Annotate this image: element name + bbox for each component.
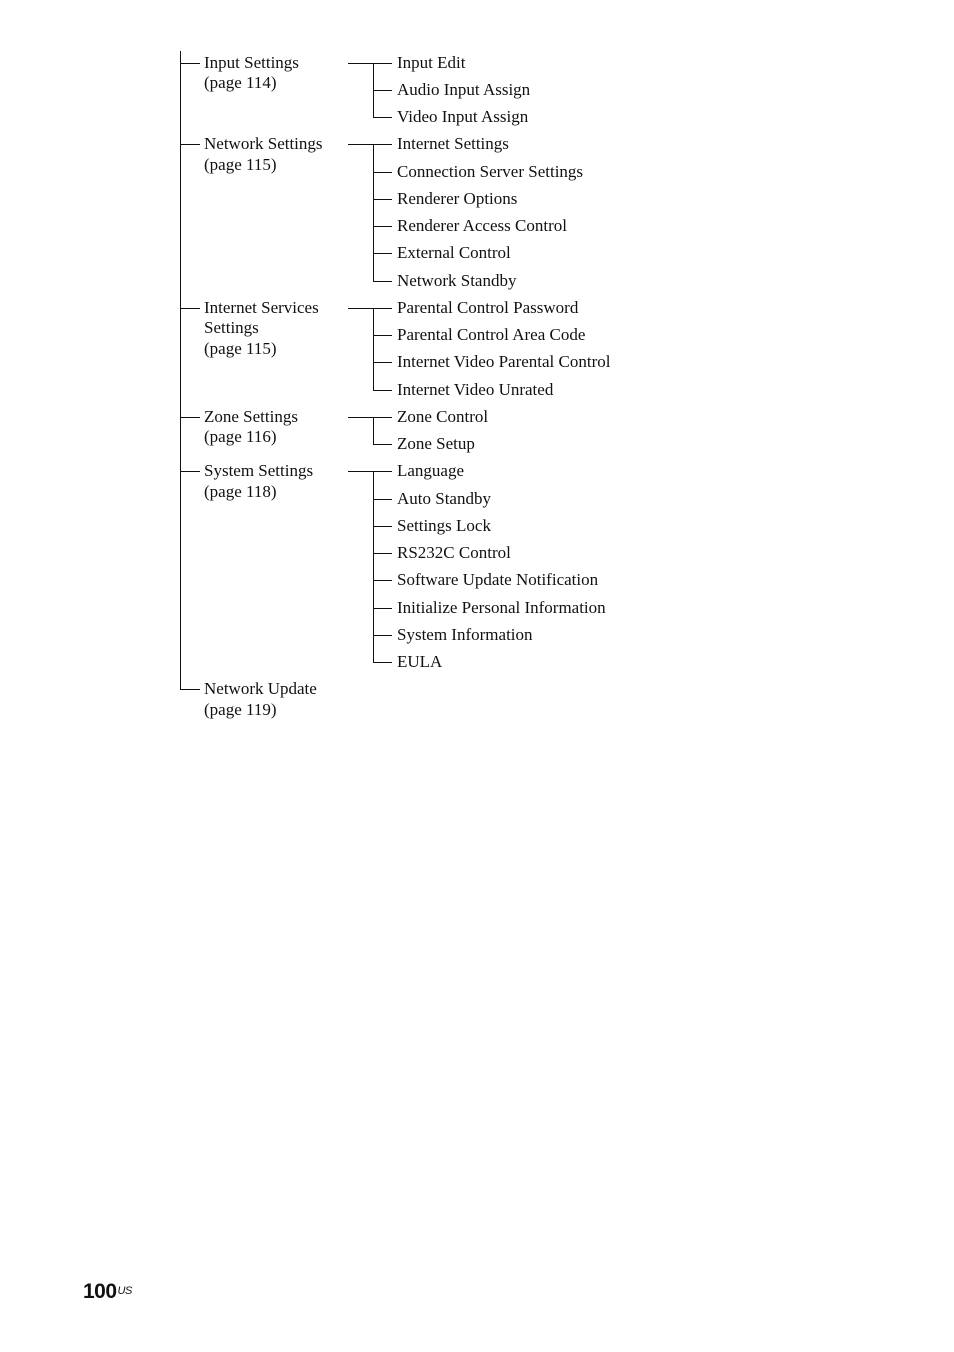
section-label: Network Update <box>204 679 317 699</box>
menu-item: Parental Control Area Code <box>397 325 586 344</box>
menu-item: Input Edit <box>397 52 466 72</box>
menu-item: RS232C Control <box>397 543 511 562</box>
menu-item: Connection Server Settings <box>397 161 584 181</box>
item-connector <box>373 117 392 118</box>
menu-item: Internet Video Unrated <box>397 379 554 399</box>
page-number <box>83 1280 132 1304</box>
main-trunk <box>180 51 181 690</box>
item-connector <box>373 226 392 227</box>
menu-item: Renderer Access Control <box>397 216 567 235</box>
item-connector <box>373 281 392 282</box>
section-connector <box>180 63 200 64</box>
menu-item: Settings Lock <box>397 515 491 535</box>
menu-item: Renderer Options <box>397 188 518 208</box>
section-connector <box>180 417 200 418</box>
item-connector <box>373 390 392 391</box>
item-connector <box>373 90 392 91</box>
section-label-line: Internet Services <box>204 297 319 317</box>
branch-connector <box>348 308 392 309</box>
section-0 <box>204 53 299 94</box>
menu-item: Internet Video Parental Control <box>397 352 611 372</box>
section-page-reference: (page 115) <box>204 338 277 358</box>
section-connector <box>180 471 200 472</box>
menu-item: System Information <box>397 624 533 644</box>
menu-item: Zone Setup <box>397 434 475 453</box>
section-3 <box>204 407 298 448</box>
menu-item: Video Input Assign <box>397 107 529 126</box>
section-2 <box>204 298 319 360</box>
item-connector <box>373 635 392 636</box>
section-label-line: Settings <box>204 318 259 338</box>
item-connector <box>373 580 392 581</box>
subtree-trunk <box>373 144 374 281</box>
item-connector <box>373 553 392 554</box>
menu-item: Language <box>397 461 465 481</box>
item-connector <box>373 662 392 663</box>
section-page-reference: (page 119) <box>204 699 277 719</box>
menu-item: Initialize Personal Information <box>397 597 606 617</box>
section-label: System Settings <box>204 461 314 481</box>
menu-item: Parental Control Password <box>397 297 579 317</box>
section-page-reference: (page 114) <box>204 73 277 92</box>
page-number-suffix: US <box>117 1285 132 1297</box>
item-connector <box>373 499 392 500</box>
branch-connector <box>348 417 392 418</box>
menu-item: Software Update Notification <box>397 570 599 590</box>
menu-item: Internet Settings <box>397 134 509 154</box>
section-label: Input Settings <box>204 52 299 72</box>
section-5 <box>204 679 317 720</box>
section-connector <box>180 308 200 309</box>
branch-connector <box>348 63 392 64</box>
branch-connector <box>348 471 392 472</box>
item-connector <box>373 335 392 336</box>
section-page-reference: (page 118) <box>204 481 277 501</box>
section-page-reference: (page 115) <box>204 154 277 174</box>
item-connector <box>373 526 392 527</box>
item-connector <box>373 362 392 363</box>
item-connector <box>373 172 392 173</box>
section-connector <box>180 689 200 690</box>
section-label: Network Settings <box>204 134 323 154</box>
menu-item: Zone Control <box>397 406 489 426</box>
subtree-trunk <box>373 417 374 445</box>
page-number-value: 100 <box>83 1280 117 1303</box>
subtree-trunk <box>373 308 374 391</box>
menu-item: External Control <box>397 243 511 263</box>
section-page-reference: (page 116) <box>204 427 277 447</box>
item-connector <box>373 199 392 200</box>
menu-item: Auto Standby <box>397 488 491 508</box>
section-label: Zone Settings <box>204 406 298 426</box>
menu-item: EULA <box>397 652 443 671</box>
item-connector <box>373 444 392 445</box>
section-connector <box>180 144 200 145</box>
branch-connector <box>348 144 392 145</box>
section-4 <box>204 461 313 502</box>
menu-item: Audio Input Assign <box>397 79 531 99</box>
section-1 <box>204 134 323 175</box>
item-connector <box>373 608 392 609</box>
item-connector <box>373 253 392 254</box>
menu-item: Network Standby <box>397 270 517 290</box>
